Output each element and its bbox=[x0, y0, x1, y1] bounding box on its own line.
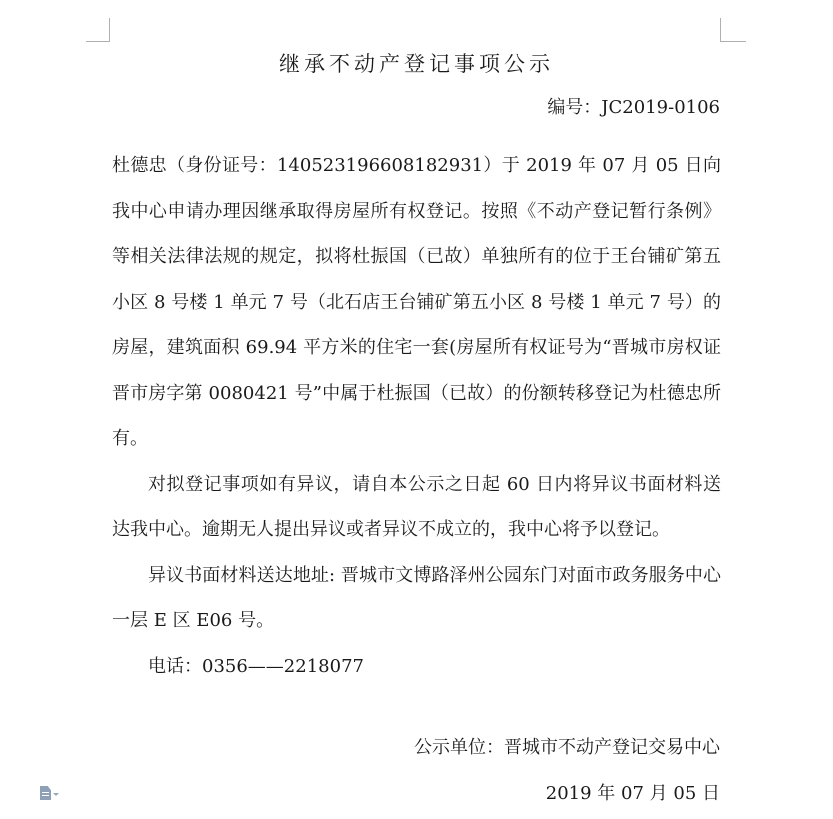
crop-mark-top-right bbox=[720, 18, 746, 42]
document-title: 继承不动产登记事项公示 bbox=[279, 52, 554, 76]
publication-date: 2019 年 07 月 05 日 bbox=[545, 783, 720, 804]
paragraph-phone: 电话：0356——2218077 bbox=[148, 655, 364, 677]
paragraph-address: 异议书面材料送达地址: 晋城市文博路泽州公园东门对面市政务服务中心一层 E 区 E06 号。 bbox=[112, 564, 721, 631]
paragraph-objection: 对拟登记事项如有异议，请自本公示之日起 60 日内将异议书面材料送达我中心。逾期无人提出异议或者异议不成立的，我中心将予以登记。 bbox=[112, 473, 721, 540]
page-options-button[interactable] bbox=[40, 786, 59, 800]
document-body bbox=[112, 143, 721, 689]
crop-mark-top-left bbox=[86, 18, 110, 42]
document-icon bbox=[40, 786, 51, 800]
document-number: 编号：JC2019-0106 bbox=[547, 97, 720, 118]
chevron-down-icon bbox=[53, 793, 59, 796]
publisher-signature: 公示单位：晋城市不动产登记交易中心 bbox=[414, 737, 720, 758]
paragraph-application: 杜德忠（身份证号：140523196608182931）于 2019 年 07 月 05 日向我中心申请办理因继承取得房屋所有权登记。按照《不动产登记暂行条例》等相关法律法规的规定，拟将杜振国（已故）单独所有的位于王台铺矿第五小区 8 号楼 1 单元 7 号（北石店王台铺矿第五小区 8 号楼 1 单元 7 号）的房屋，建筑面积 69.94 平方米的住宅一套(房屋所有权证号为“晋城市房权证晋市房字第 0080421 号”中属于杜振国（已故）的份额转移登记为杜德忠所有。 bbox=[112, 155, 721, 449]
